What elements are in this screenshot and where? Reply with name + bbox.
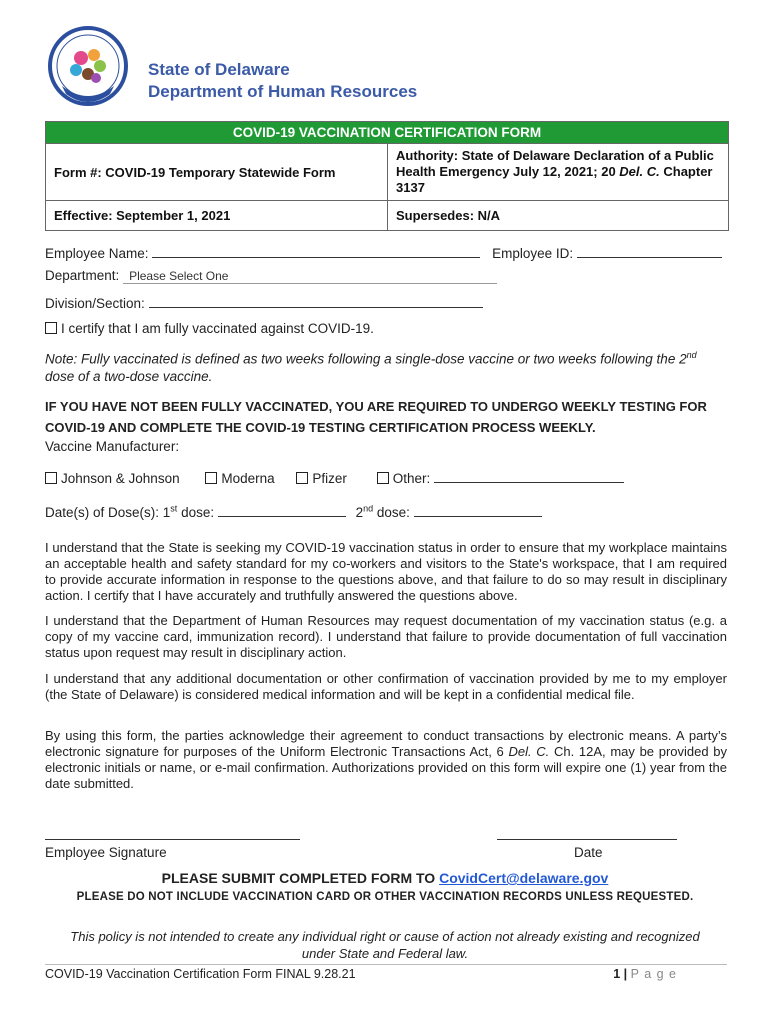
authority-citation: Del. C. [619,164,660,179]
division-row [45,294,483,311]
form-number: Form #: COVID-19 Temporary Statewide Form [46,144,388,201]
paragraph-confidential: I understand that any additional documentation or other confirmation of vaccination provided by me to my employer (the State of Delaware) is considered medical information and will be kept in a confidential medical file. [45,671,727,702]
authority [388,144,729,201]
electronic-text-2: Ch. 12A, may be provided by electronic initials or name, or e-mail confirmation. Authorizations provided on this form will expire one (1) year from the date submitted. [45,744,728,791]
note-superscript: nd [686,350,697,360]
page-number: 1 [613,967,621,981]
certify-label: I certify that I am fully vaccinated against COVID-19. [61,321,374,336]
email-link[interactable]: CovidCert@delaware.gov [439,870,609,886]
manufacturer-options [45,469,624,486]
division-label: Division/Section: [45,296,145,311]
date-label: Date [574,845,603,860]
other-field[interactable] [434,469,624,483]
employee-id-label: Employee ID: [492,246,574,261]
doses-row [45,503,542,520]
submit-instruction [0,870,770,886]
note-text-2: dose of a two-dose vaccine. [45,368,213,384]
paragraph-documentation: I understand that the Department of Human Resources may request documentation of my vaccination status (e.g. a copy of my vaccine card, immunization record). I understand that failure to provide documentation of full vaccination status upon request may result in disciplinary action. [45,613,727,660]
other-label: Other: [392,471,431,486]
org-name: State of Delaware [148,60,290,79]
authority-text: Authority: State of Delaware Declaration of a Public Health Emergency July 12, 2021; 20 [396,148,714,179]
dose1-sup: st [170,503,178,514]
electronic-text: By using this form, the parties acknowledge their agreement to conduct transactions by electronic means. A party’s electronic signature for purposes of the Uniform Electronic Transactions Act, 6 [45,728,727,759]
dose2-suffix: dose: [373,505,410,520]
submit-text: PLEASE SUBMIT COMPLETED FORM TO [161,870,440,886]
page-separator: | [620,967,631,981]
dose2-sup: nd [363,503,374,514]
dose1-label: Date(s) of Dose(s): 1 [45,505,171,520]
signature-label: Employee Signature [45,845,167,860]
department-select[interactable]: Please Select One [123,269,497,284]
signature-line[interactable] [45,826,300,840]
paragraph-status: I understand that the State is seeking my COVID-19 vaccination status in order to ensure that my workplace maintains an acceptable health and safety standard for my co-workers and visitors to the State's workspace, that I am required to provide accurate information in response to the questions above, and that failure to do so may result in disciplinary action. I certify that I have accurately and truthfully answered the questions above. [45,540,727,603]
page-footer [45,964,727,981]
jnj-checkbox[interactable] [45,472,57,484]
electronic-citation: Del. C. [508,744,550,759]
pfizer-label: Pfizer [312,471,347,486]
date-line[interactable] [497,826,677,840]
effective-date: Effective: September 1, 2021 [46,201,388,231]
dose2-field[interactable] [414,503,542,517]
manufacturer-label: Vaccine Manufacturer: [45,439,180,454]
page-word: P a g e [630,967,677,981]
footer-title: COVID-19 Vaccination Certification Form FINAL 9.28.21 [45,967,356,981]
certify-row [45,321,374,336]
department-name: Department of Human Resources [148,82,418,101]
dose1-suffix: dose: [177,505,215,520]
note-text: Note: Fully vaccinated is defined as two weeks following a single-dose vaccine or two weeks following the 2 [45,351,687,367]
dose2-label: 2 [355,505,364,520]
moderna-label: Moderna [221,471,275,486]
form-header-table [45,121,729,231]
department-row [45,268,497,284]
testing-warning: IF YOU HAVE NOT BEEN FULLY VACCINATED, YOU ARE REQUIRED TO UNDERGO WEEKLY TESTING FOR COVID-19 AND COMPLETE THE COVID-19 TESTING CERTIFICATION PROCESS WEEKLY. [45,399,707,435]
jnj-label: Johnson & Johnson [61,471,180,486]
paragraph-electronic [45,728,727,792]
employee-name-field[interactable] [152,244,480,258]
pfizer-checkbox[interactable] [296,472,308,484]
other-checkbox[interactable] [377,472,389,484]
page-indicator [613,967,677,981]
supersedes: Supersedes: N/A [388,201,729,231]
employee-name-label: Employee Name: [45,246,149,261]
moderna-checkbox[interactable] [205,472,217,484]
employee-id-field[interactable] [577,244,722,258]
caution-text: PLEASE DO NOT INCLUDE VACCINATION CARD OR OTHER VACCINATION RECORDS UNLESS REQUESTED. [76,891,694,903]
employee-name-row [45,244,722,261]
certify-checkbox[interactable] [45,322,57,334]
authority-chapter: Chapter 3137 [396,164,713,195]
form-title: COVID-19 VACCINATION CERTIFICATION FORM [46,122,729,144]
dhr-seal-logo [48,22,128,110]
division-field[interactable] [149,294,483,308]
dose1-field[interactable] [218,503,346,517]
note [45,347,735,385]
policy-disclaimer: This policy is not intended to create any individual right or cause of action not already existing and recognized under State and Federal law. [70,929,700,961]
department-label: Department: [45,268,120,283]
